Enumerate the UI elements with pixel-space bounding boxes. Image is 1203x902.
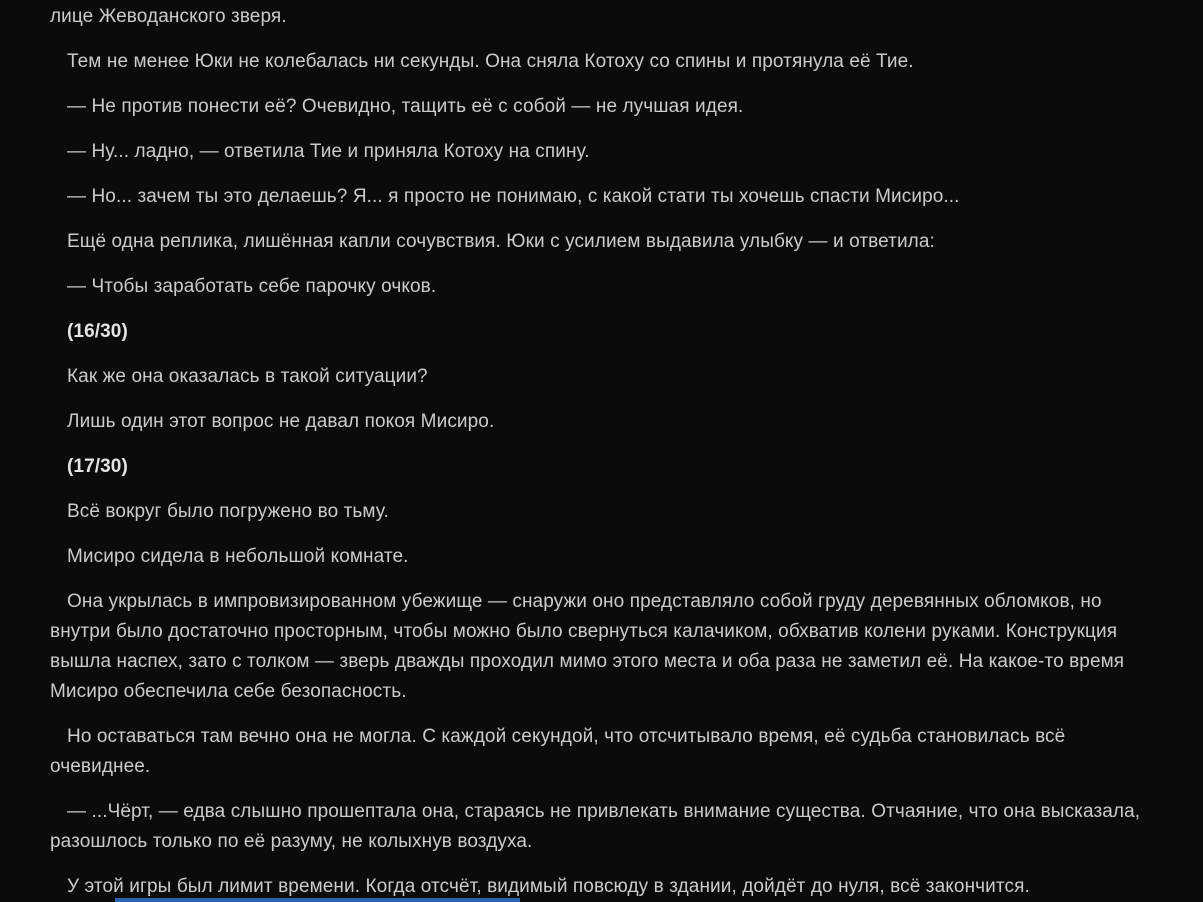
paragraph: Мисиро сидела в небольшой комнате. bbox=[67, 546, 409, 567]
paragraph: Всё вокруг было погружено во тьму. bbox=[67, 501, 389, 522]
paragraph: Ещё одна реплика, лишённая капли сочувствия. Юки с усилием выдавила улыбку — и ответила: bbox=[67, 231, 935, 252]
paragraph: — Но... зачем ты это делаешь? Я... я просто не понимаю, с какой стати ты хочешь спасти Мисиро... bbox=[67, 186, 960, 207]
paragraph: Она укрылась в импровизированном убежище — снаружи оно представляло собой груду деревянных обломков, но внутри было достаточно просторным, чтобы можно было свернуться калачиком, обхватив колени руками. Конструкция вышла наспех, зато с толком — зверь дважды проходил мимо этого места и оба раза не заметил её. На какое-то время Мисиро обеспечила себе безопасность. bbox=[50, 591, 1125, 702]
paragraph: — Не против понести её? Очевидно, тащить её с собой — не лучшая идея. bbox=[67, 96, 744, 117]
paragraph: — Ну... ладно, — ответила Тие и приняла Котоху на спину. bbox=[67, 141, 590, 162]
paragraph: лице Жеводанского зверя. bbox=[50, 6, 287, 27]
paragraph: Как же она оказалась в такой ситуации? bbox=[67, 366, 428, 387]
page-counter: (16/30) bbox=[67, 321, 128, 342]
paragraph: — Чтобы заработать себе парочку очков. bbox=[67, 276, 437, 297]
paragraph: Тем не менее Юки не колебалась ни секунды. Она сняла Котоху со спины и протянула её Тие. bbox=[67, 51, 914, 72]
paragraph: Лишь один этот вопрос не давал покоя Мисиро. bbox=[67, 411, 495, 432]
paragraph: Но оставаться там вечно она не могла. С каждой секундой, что отсчитывало время, её судьба становилась всё очевиднее. bbox=[50, 726, 1066, 777]
next-line-peek[interactable] bbox=[115, 898, 520, 902]
paragraph: У этой игры был лимит времени. Когда отсчёт, видимый повсюду в здании, дойдёт до нуля, всё закончится. bbox=[67, 876, 1030, 897]
paragraph: — ...Чёрт, — едва слышно прошептала она, стараясь не привлекать внимание существа. Отчаяние, что она высказала, разошлось только по её разуму, не колыхнув воздуха. bbox=[50, 801, 1141, 852]
page-counter: (17/30) bbox=[67, 456, 128, 477]
